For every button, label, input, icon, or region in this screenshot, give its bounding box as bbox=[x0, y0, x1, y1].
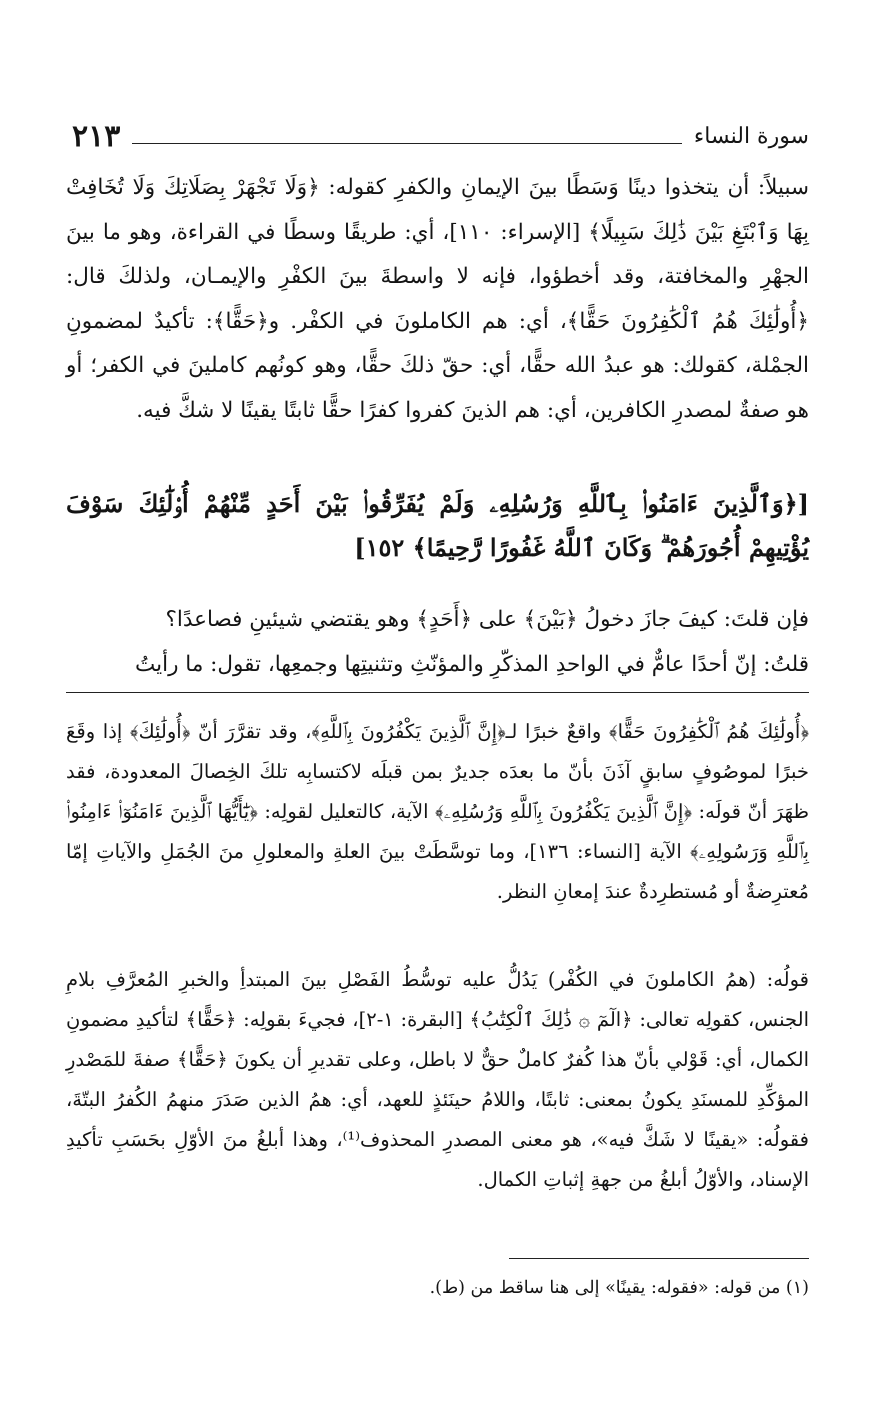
verse-text: [﴿وَٱلَّذِينَ ءَامَنُوا۟ بِٱللَّهِ وَرُسُلِهِۦ وَلَمْ يُفَرِّقُوا۟ بَيْنَ أَحَدٍ مِّنْهُمْ أُو۟لَٰٓئِكَ سَوْفَ يُؤْتِيهِمْ أُجُورَهُمْ ۗ وَكَانَ ٱللَّهُ غَفُورًا رَّحِيمًا﴾ ١٥٢] bbox=[66, 489, 809, 562]
running-head bbox=[72, 112, 809, 152]
answer-line: قلتُ: إنّ أحدًا عامٌّ في الواحدِ المذكّرِ والمؤنّثِ وتثنيتِها وجمعِها، تقول: ما رأيتُ bbox=[135, 651, 809, 677]
commentary-section-2 bbox=[66, 960, 809, 1200]
surah-name: سورة النساء bbox=[693, 124, 809, 149]
commentary-separator bbox=[66, 692, 809, 693]
footnote-separator bbox=[509, 1258, 809, 1259]
main-text bbox=[66, 166, 809, 433]
question-line: فإن قلتَ: كيفَ جازَ دخولُ ﴿بَيْنَ﴾ على ﴿أَحَدٍ﴾ وهو يقتضي شيئينِ فصاعدًا؟ bbox=[165, 607, 809, 632]
footnote-text: (١) من قوله: «فقوله: يقينًا» إلى هنا ساقط من (ط). bbox=[429, 1278, 809, 1298]
commentary-paragraph-2: قولُه: (همُ الكاملونَ في الكُفْر) يَدُلُّ عليه توسُّطُ الفَصْلِ بينَ المبتدأِ والخبرِ المُعرَّفِ بلامِ الجنس، كقولِه تعالى: ﴿الٓمٓ ۞ ذَٰلِكَ ٱلْكِتَٰبُ﴾ [البقرة: ١-٢]، فجيءَ بقولِه: ﴿حَقًّا﴾ لتأكيدِ مضمونِ الكمال، أي: قَوْلي بأنّ هذا كُفرٌ كاملٌ حقٌّ لا باطل، وعلى تقديرِ أن يكونَ ﴿حَقًّا﴾ صفةَ للمَصْدرِ المؤكِّدِ للمسنَدِ يكونُ بمعنى: ثابتًا، واللامُ حينَئذٍ للعهد، أي: همُ الذين صَدَرَ منهمُ الكُفرُ البتّةَ، فقولُه: «يقينًا لا شَكَّ فيه»، هو معنى المصدرِ المحذوف⁽¹⁾، وهذا أبلغُ منَ الأوّلِ بحَسَبِ تأكيدِ الإسناد، والأوّلُ أبلغُ من جهةِ إثباتِ الكمال. bbox=[66, 968, 809, 1191]
commentary-paragraph-1: ﴿أُولَٰئِكَ هُمُ ٱلْكَٰفِرُونَ حَقًّا﴾ واقعٌ خبرًا لـ﴿إِنَّ ٱلَّذِينَ يَكْفُرُونَ بِٱللَّهِ﴾، وقد تقرَّرَ أنّ ﴿أُولَٰئِكَ﴾ إذا وقَعَ خبرًا لموصُوفٍ سابقٍ آذَنَ بأنّ ما بعدَه جديرٌ بمن قبلَه لاكتسابِه تلكَ الخِصالَ المعدودة، فقد ظهَرَ أنّ قولَه: ﴿إِنَّ ٱلَّذِينَ يَكْفُرُونَ بِٱللَّهِ وَرُسُلِهِۦ﴾ الآية، كالتعليل لقولِه: ﴿يَٰٓأَيُّهَا ٱلَّذِينَ ءَامَنُوٓا۟ ءَامِنُوا۟ بِٱللَّهِ وَرَسُولِهِۦ﴾ الآية [النساء: ١٣٦]، وما توسَّطَتْ بينَ العلةِ والمعلولِ منَ الجُمَلِ والآياتِ إمّا مُعترِضةٌ أو مُستطرِدةٌ عندَ إمعانِ النظر. bbox=[66, 720, 809, 903]
footnote bbox=[66, 1272, 809, 1304]
header-rule bbox=[132, 143, 682, 144]
question-answer bbox=[66, 598, 809, 687]
commentary-section-1 bbox=[66, 712, 809, 912]
main-paragraph: سبيلاً: أن يتخذوا دينًا وَسَطًا بينَ الإيمانِ والكفرِ كقوله: ﴿وَلَا تَجْهَرْ بِصَلَاتِكَ وَلَا تُخَافِتْ بِهَا وَٱبْتَغِ بَيْنَ ذَٰلِكَ سَبِيلًا﴾ [الإسراء: ١١٠]، أي: طريقًا وسطًا في القراءة، وهو ما بينَ الجهْرِ والمخافتة، وقد أخطؤوا، فإنه لا واسطةَ بينَ الكفْرِ والإيمـان، ولذلكَ قال: ﴿أُولَٰئِكَ هُمُ ٱلْكَٰفِرُونَ حَقًّا﴾، أي: هم الكاملونَ في الكفْر. و﴿حَقًّا﴾: تأكيدٌ لمضمونِ الجمْلة، كقولك: هو عبدُ الله حقًّا، أي: حقّ ذلكَ حقًّا، وهو كونُهم كاملينَ في الكفر؛ أو هو صفةٌ لمصدرِ الكافرين، أي: هم الذينَ كفروا كفرًا حقًّا ثابتًا يقينًا لا شكَّ فيه. bbox=[66, 175, 810, 423]
quran-verse bbox=[66, 482, 809, 570]
page-number: ٢١٣ bbox=[72, 119, 121, 154]
